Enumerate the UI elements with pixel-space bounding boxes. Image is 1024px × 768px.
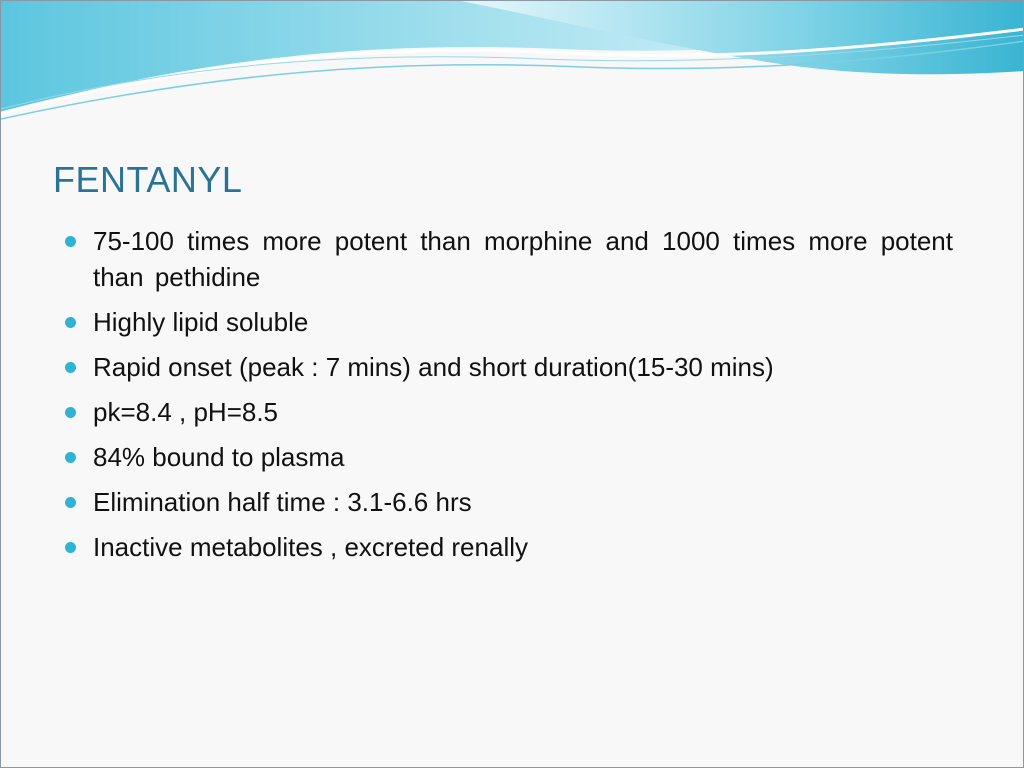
bullet-text: Inactive metabolites , excreted renally [93, 532, 528, 562]
bullet-dot-icon [65, 236, 76, 247]
slide-title: FENTANYL [53, 159, 243, 200]
bullet-text: 84% bound to plasma [93, 442, 345, 472]
header-wave-decoration [1, 1, 1024, 121]
bullet-text: 75-100 times more potent than morphine and 1000 times more potent than pethidine [93, 226, 953, 292]
bullet-item [63, 484, 953, 520]
bullet-dot-icon [65, 317, 76, 328]
bullet-text: Rapid onset (peak : 7 mins) and short duration(15-30 mins) [93, 352, 774, 382]
bullet-item [63, 304, 953, 340]
bullet-text: pk=8.4 , pH=8.5 [93, 397, 279, 427]
bullet-item [63, 529, 953, 565]
bullet-item [63, 223, 953, 295]
bullet-dot-icon [65, 542, 76, 553]
bullet-dot-icon [65, 407, 76, 418]
bullet-item [63, 439, 953, 475]
bullet-dot-icon [65, 362, 76, 373]
bullet-item [63, 349, 953, 385]
bullet-text: Elimination half time : 3.1-6.6 hrs [93, 487, 472, 517]
bullet-dot-icon [65, 452, 76, 463]
bullet-dot-icon [65, 497, 76, 508]
bullet-list [63, 223, 953, 574]
bullet-text: Highly lipid soluble [93, 307, 309, 337]
bullet-item [63, 394, 953, 430]
